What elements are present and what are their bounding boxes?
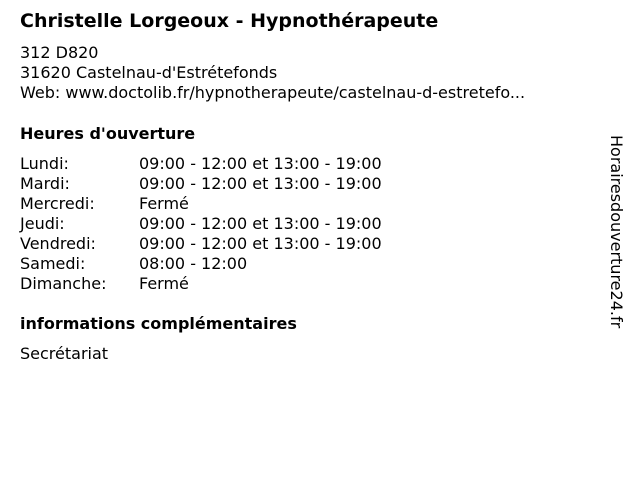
day-hours: 08:00 - 12:00 (139, 254, 248, 273)
business-address (20, 43, 525, 103)
day-label: Vendredi: (20, 234, 96, 253)
hours-row-monday (20, 154, 382, 174)
opening-hours-table (20, 154, 382, 294)
day-label: Lundi: (20, 154, 69, 173)
day-label: Jeudi: (20, 214, 65, 233)
additional-info-value: Secrétariat (20, 344, 109, 363)
day-label: Mercredi: (20, 194, 95, 213)
hours-row-tuesday (20, 174, 382, 194)
hours-row-thursday (20, 214, 382, 234)
hours-row-friday (20, 234, 382, 254)
day-label: Mardi: (20, 174, 70, 193)
day-hours: 09:00 - 12:00 et 13:00 - 19:00 (139, 234, 382, 253)
additional-info-text (20, 344, 108, 363)
address-street: 312 D820 (20, 43, 99, 62)
hours-row-sunday (20, 274, 382, 294)
day-label: Samedi: (20, 254, 86, 273)
hours-row-wednesday (20, 194, 382, 214)
day-hours: 09:00 - 12:00 et 13:00 - 19:00 (139, 214, 382, 233)
day-hours: 09:00 - 12:00 et 13:00 - 19:00 (139, 154, 382, 173)
additional-info-heading: informations complémentaires (20, 314, 297, 333)
website-line[interactable]: Web: www.doctolib.fr/hypnotherapeute/castelnau-d-estretefo... (20, 83, 526, 102)
site-watermark: Horairesdouverture24.fr (607, 135, 626, 329)
day-hours: 09:00 - 12:00 et 13:00 - 19:00 (139, 174, 382, 193)
day-label: Dimanche: (20, 274, 107, 293)
day-hours: Fermé (139, 274, 189, 293)
day-hours: Fermé (139, 194, 189, 213)
address-city: 31620 Castelnau-d'Estrétefonds (20, 63, 278, 82)
business-title: Christelle Lorgeoux - Hypnothérapeute (20, 10, 439, 32)
hours-row-saturday (20, 254, 382, 274)
opening-hours-heading: Heures d'ouverture (20, 124, 196, 143)
